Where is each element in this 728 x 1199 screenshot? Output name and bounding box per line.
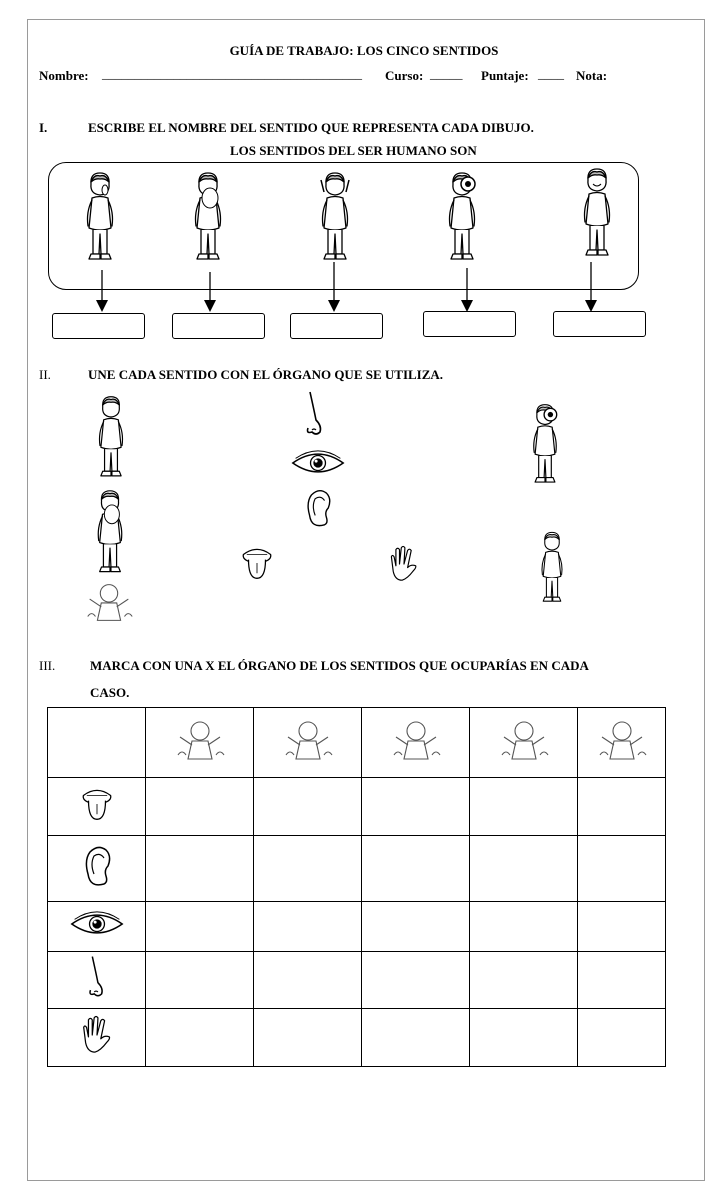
nose-icon: [83, 954, 111, 1002]
child-seeing-icon[interactable]: [520, 402, 570, 492]
table-corner-cell: [48, 708, 146, 778]
table-column-header: [470, 708, 578, 778]
answer-box-5[interactable]: [553, 311, 646, 337]
ear-icon[interactable]: [304, 486, 332, 530]
table-cell[interactable]: [254, 1009, 362, 1067]
child-touching-icon[interactable]: [528, 530, 576, 610]
table-header-row: [48, 708, 666, 778]
section3-number: III.: [39, 658, 56, 673]
section1-instruction: ESCRIBE EL NOMBRE DEL SENTIDO QUE REPRESENTA CADA DIBUJO.: [88, 120, 534, 135]
table-row: [48, 902, 666, 952]
ear-icon: [82, 842, 112, 890]
table-cell[interactable]: [146, 778, 254, 836]
table-cell[interactable]: [578, 1009, 666, 1067]
table-column-header: [578, 708, 666, 778]
table-row: [48, 1009, 666, 1067]
senses-table: [47, 707, 666, 1067]
table-cell[interactable]: [470, 902, 578, 952]
table-cell[interactable]: [362, 952, 470, 1009]
mouth-tongue-icon: [80, 782, 114, 826]
table-cell[interactable]: [470, 1009, 578, 1067]
table-cell[interactable]: [254, 902, 362, 952]
section1-subtitle: LOS SENTIDOS DEL SER HUMANO SON: [230, 143, 477, 158]
boy-magnifier-icon: [170, 712, 230, 768]
nose-icon[interactable]: [300, 390, 330, 440]
mouth-tongue-icon[interactable]: [240, 542, 274, 584]
girl-flowers-icon: [278, 712, 338, 768]
table-row: [48, 778, 666, 836]
boy-eating-icon: [386, 712, 446, 768]
arrows: [0, 0, 728, 320]
curso-field[interactable]: _____: [430, 66, 463, 81]
table-row-header: [48, 836, 146, 902]
table-cell[interactable]: [146, 902, 254, 952]
table-cell[interactable]: [254, 778, 362, 836]
table-cell[interactable]: [470, 952, 578, 1009]
eye-icon[interactable]: [290, 447, 346, 479]
puntaje-field[interactable]: ____: [538, 66, 564, 81]
table-row-header: [48, 952, 146, 1009]
table-cell[interactable]: [362, 1009, 470, 1067]
table-column-header: [146, 708, 254, 778]
table-cell[interactable]: [362, 836, 470, 902]
girl-eating-icon: [494, 712, 554, 768]
hand-icon[interactable]: [386, 542, 422, 586]
table-cell[interactable]: [578, 836, 666, 902]
page-title: GUÍA DE TRABAJO: LOS CINCO SENTIDOS: [229, 43, 499, 58]
table-cell[interactable]: [362, 902, 470, 952]
table-row-header: [48, 1009, 146, 1067]
eye-icon: [69, 909, 125, 939]
table-cell[interactable]: [146, 952, 254, 1009]
table-row: [48, 952, 666, 1009]
table-cell[interactable]: [578, 778, 666, 836]
puntaje-label: Puntaje:: [481, 68, 529, 83]
table-row: [48, 836, 666, 902]
answer-box-3[interactable]: [290, 313, 383, 339]
girl-listening-icon[interactable]: [80, 572, 138, 632]
nombre-field[interactable]: ________________________________________: [102, 66, 362, 81]
table-cell[interactable]: [470, 836, 578, 902]
nota-label: Nota:: [576, 68, 608, 83]
table-row-header: [48, 902, 146, 952]
child-smelling-icon[interactable]: [90, 488, 130, 582]
table-cell[interactable]: [254, 836, 362, 902]
section3-instruction-line2: CASO.: [90, 685, 130, 700]
table-cell[interactable]: [362, 778, 470, 836]
table-cell[interactable]: [254, 952, 362, 1009]
answer-box-2[interactable]: [172, 313, 265, 339]
child-tasting-icon[interactable]: [92, 394, 130, 486]
table-cell[interactable]: [578, 902, 666, 952]
nombre-label: Nombre:: [39, 68, 89, 83]
section2-instruction: UNE CADA SENTIDO CON EL ÓRGANO QUE SE UTILIZA.: [88, 367, 444, 382]
table-column-header: [362, 708, 470, 778]
table-row-header: [48, 778, 146, 836]
table-column-header: [254, 708, 362, 778]
girl-listening-icon: [592, 712, 652, 768]
hand-icon: [78, 1012, 116, 1058]
table-cell[interactable]: [146, 836, 254, 902]
table-cell[interactable]: [146, 1009, 254, 1067]
table-cell[interactable]: [578, 952, 666, 1009]
answer-box-1[interactable]: [52, 313, 145, 339]
answer-box-4[interactable]: [423, 311, 516, 337]
section3-instruction-line1: MARCA CON UNA X EL ÓRGANO DE LOS SENTIDOS QUE OCUPARÍAS EN CADA: [90, 658, 589, 673]
table-cell[interactable]: [470, 778, 578, 836]
curso-label: Curso:: [385, 68, 424, 83]
section1-number: I.: [39, 120, 48, 135]
section2-number: II.: [39, 367, 51, 382]
